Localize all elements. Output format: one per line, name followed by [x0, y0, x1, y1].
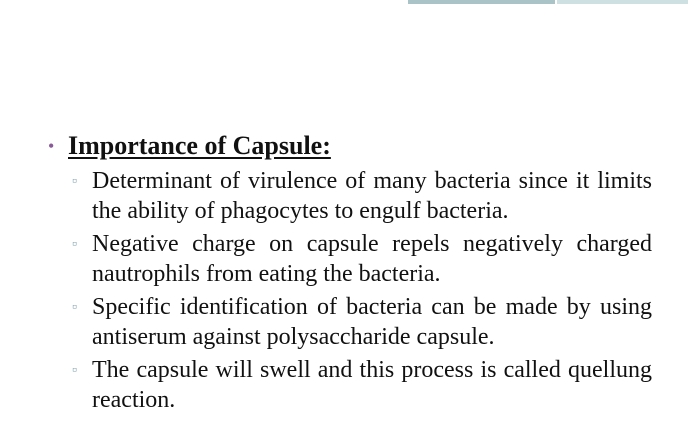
bullet-dot-icon: •	[48, 136, 55, 156]
square-bullet-icon: ▫	[72, 174, 77, 189]
square-bullet-icon: ▫	[72, 237, 77, 252]
heading-row	[48, 130, 653, 162]
slide-heading: Importance of Capsule:	[68, 131, 331, 160]
top-decorative-rule	[408, 0, 688, 4]
list-item	[72, 166, 653, 226]
bullet-list	[48, 166, 653, 415]
top-rule-segment	[408, 0, 555, 4]
list-item	[72, 292, 653, 352]
top-rule-segment	[557, 0, 688, 4]
list-item-text: The capsule will swell and this process is called quellung reaction.	[92, 357, 652, 413]
list-item-text: Specific identification of bacteria can be made by using antiserum against polysaccharide capsule.	[92, 294, 652, 350]
list-item	[72, 355, 653, 415]
list-item-text: Negative charge on capsule repels negatively charged nautrophils from eating the bacteria.	[92, 231, 652, 287]
list-item-text: Determinant of virulence of many bacteria since it limits the ability of phagocytes to engulf bacteria.	[92, 168, 652, 224]
list-item	[72, 229, 653, 289]
square-bullet-icon: ▫	[72, 300, 77, 315]
slide-content	[48, 130, 653, 418]
square-bullet-icon: ▫	[72, 363, 77, 378]
